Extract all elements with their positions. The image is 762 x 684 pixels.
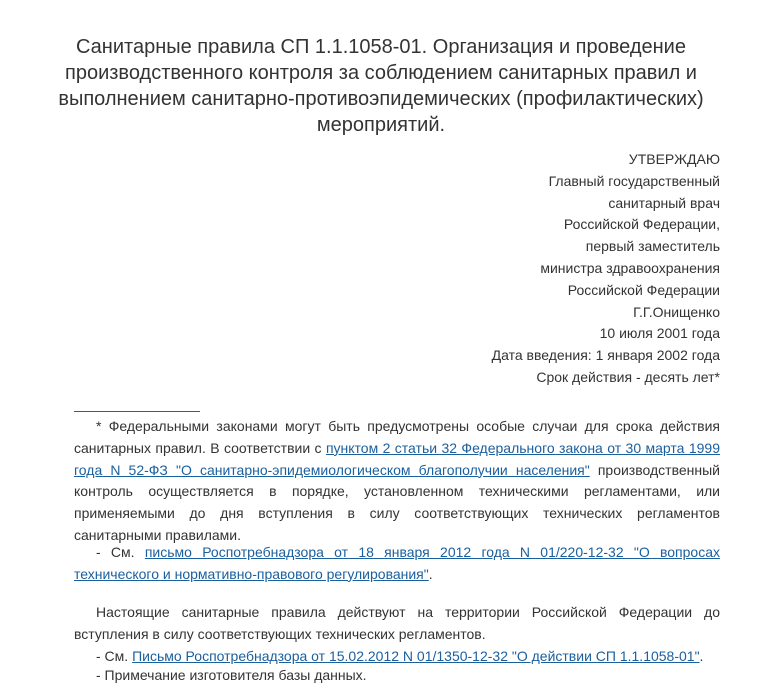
federal-law-link[interactable]: пунктом 2 статьи 32 Федерального закона от 30 марта 1999 года N 52-ФЗ "О санитарно-эпидемиологическом благополучии населения" — [74, 439, 720, 478]
validity-period: Срок действия - десять лет* — [536, 368, 720, 385]
database-note: - Примечание изготовителя базы данных. — [96, 667, 367, 683]
footnote — [74, 416, 720, 547]
approval-block — [300, 149, 720, 389]
approval-line: Российской Федерации, — [563, 216, 720, 233]
approval-date: 10 июля 2001 года — [599, 325, 720, 342]
see-also-prefix: - См. — [96, 544, 145, 560]
document-title: Санитарные правила СП 1.1.1058-01. Организация и проведение производственного контроля за соблюдением санитарных правил и выполнением санитарно-противоэпидемических (профилактических) мероприятий. — [58, 36, 704, 136]
see-also-suffix: . — [699, 648, 704, 664]
approval-line: санитарный врач — [608, 194, 720, 211]
approval-signatory: Г.Г.Онищенко — [633, 303, 720, 320]
rospotrebnadzor-letter-link-2012-01[interactable]: письмо Роспотребнадзора от 18 января 2012 года N 01/220-12-32 "О вопросах технического и нормативно-правового регулирования" — [74, 544, 720, 582]
footnote-text: * Федеральными законами могут быть предусмотрены особые случаи для срока действия санитарных правил. В соответствии с — [74, 418, 720, 456]
approval-heading: УТВЕРЖДАЮ — [628, 151, 720, 167]
approval-line: первый заместитель — [585, 238, 720, 255]
see-also-suffix: . — [428, 565, 433, 582]
approval-line: Российской Федерации — [567, 281, 720, 298]
rospotrebnadzor-letter-link-2012-02[interactable]: Письмо Роспотребнадзора от 15.02.2012 N 01/1350-12-32 "О действии СП 1.1.1058-01" — [132, 648, 700, 664]
approval-line: Главный государственный — [548, 172, 720, 189]
footnote-text-continued: производственный контроль осуществляется в порядке, установленном техническими регламентами, или применяемыми до дня вступления в силу соответствующих технических регламентов санитарными правилами. — [74, 461, 720, 543]
body-paragraph: Настоящие санитарные правила действуют на территории Российской Федерации до вступления в силу соответствующих технических регламентов. — [74, 604, 720, 642]
see-also-note — [74, 542, 720, 586]
see-also-prefix: - См. — [96, 648, 133, 664]
footnote-divider — [74, 411, 200, 412]
effective-date: Дата введения: 1 января 2002 года — [491, 347, 720, 364]
approval-line: министра здравоохранения — [540, 259, 720, 276]
